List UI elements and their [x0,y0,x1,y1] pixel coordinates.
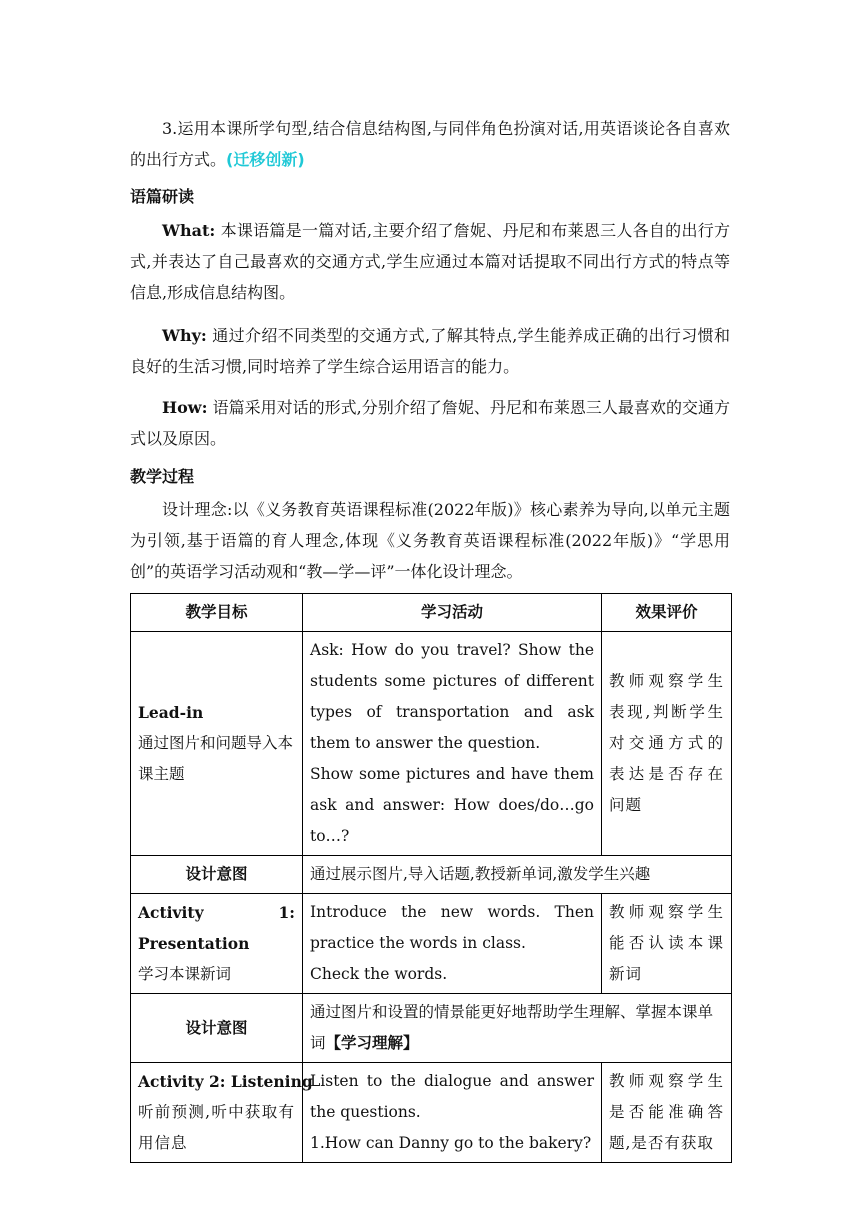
leadin-activity-cell [303,632,602,856]
activity-1-goal: 学习本课新词 [138,965,232,983]
activity-1-title-line [138,897,295,928]
table-row-activity-2 [131,1063,732,1163]
leadin-evaluation-cell: 教师观察学生表现,判断学生对交通方式的表达是否存在问题 [602,632,732,856]
why-label: Why: [162,326,207,345]
activity-2-evaluation-cell: 教师观察学生是否能准确答题,是否有获取 [602,1063,732,1163]
activity-2-goal: 听前预测,听中获取有用信息 [138,1103,295,1152]
section-heading-discourse: 语篇研读 [130,187,195,206]
activity-1-title-c: Presentation [138,934,250,953]
objective-3-tag: (迁移创新) [226,150,305,169]
intent-1-label: 设计意图 [131,856,303,894]
table-row-intent-2 [131,994,732,1063]
activity-1-activity-2: Check the words. [310,965,448,983]
activity-2-goal-cell [131,1063,313,1163]
section-heading-process: 教学过程 [130,467,195,486]
what-text: 本课语篇是一篇对话,主要介绍了詹妮、丹尼和布莱恩三人各自的出行方式,并表达了自己最喜欢的交通方式,学生应通过本篇对话提取不同出行方式的特点等信息,形成信息结构图。 [130,221,730,302]
activity-2-activity-1: Listen to the dialogue and answer the questions. [310,1072,594,1121]
activity-1-title-a: Activity [138,903,204,922]
activity-2-activity-2: 1.How can Danny go to the bakery? [310,1134,592,1152]
what-label: What: [162,221,216,240]
table-row-leadin [131,632,732,856]
why-text: 通过介绍不同类型的交通方式,了解其特点,学生能养成正确的出行习惯和良好的生活习惯,同时培养了学生综合运用语言的能力。 [130,326,730,376]
intent-2-label: 设计意图 [131,994,303,1063]
leadin-goal: 通过图片和问题导入本课主题 [138,734,294,783]
activity-1-title-b: 1: [278,903,295,922]
what-paragraph [130,215,730,308]
table-row-activity-1 [131,894,732,994]
header-evaluation: 效果评价 [602,594,732,632]
intent-2-tag: 【学习理解】 [325,1034,419,1052]
intent-2-cell [303,994,732,1063]
why-paragraph [130,320,730,382]
activity-1-activity-cell [303,894,602,994]
activity-2-title: Activity 2: Listening [138,1072,313,1091]
leadin-activity-1: Ask: How do you travel? Show the students some pictures of different types of transportation and ask them to answer the question. [310,641,594,752]
intent-2-text: 通过图片和设置的情景能更好地帮助学生理解、掌握本课单词 [310,1003,714,1052]
activity-1-activity-1: Introduce the new words. Then practice the words in class. [310,903,594,952]
leadin-title: Lead-in [138,703,204,722]
table-row-intent-1 [131,856,732,894]
table-header-row [131,594,732,632]
activity-1-evaluation-cell: 教师观察学生能否认读本课新词 [602,894,732,994]
header-goal: 教学目标 [131,594,303,632]
activity-2-activity-cell [303,1063,602,1163]
how-text: 语篇采用对话的形式,分别介绍了詹妮、丹尼和布莱恩三人最喜欢的交通方式以及原因。 [130,398,730,448]
intent-1-text: 通过展示图片,导入话题,教授新单词,激发学生兴趣 [303,856,732,894]
header-activity: 学习活动 [303,594,602,632]
leadin-activity-2: Show some pictures and have them ask and answer: How does/do…go to…? [310,765,594,845]
objective-3 [130,113,730,175]
activity-1-goal-cell [131,894,303,994]
design-concept-paragraph: 设计理念:以《义务教育英语课程标准(2022年版)》核心素养为导向,以单元主题为引领,基于语篇的育人理念,体现《义务教育英语课程标准(2022年版)》“学思用创”的英语学习活动观和“教—学—评”一体化设计理念。 [130,500,730,581]
leadin-goal-cell [131,632,303,856]
how-paragraph [130,392,730,454]
objective-3-text: 3.运用本课所学句型,结合信息结构图,与同伴角色扮演对话,用英语谈论各自喜欢的出行方式。 [130,119,730,169]
teaching-process-table [130,593,732,1163]
how-label: How: [162,398,208,417]
